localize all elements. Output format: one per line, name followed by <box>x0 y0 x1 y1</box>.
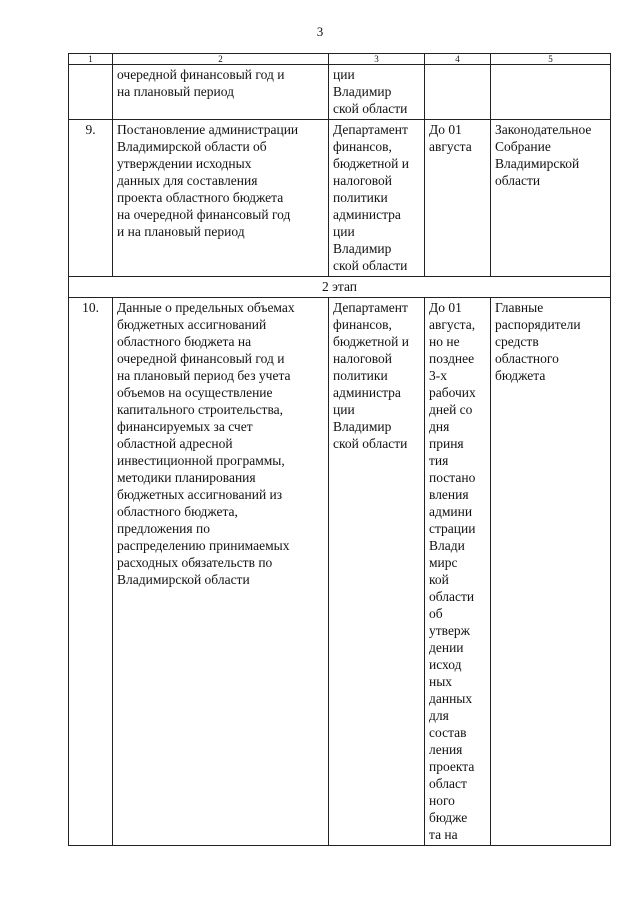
text-line: бюджетной и <box>333 334 409 349</box>
column-number: 5 <box>491 54 611 65</box>
recipient-cell <box>491 65 611 120</box>
text-line: областного бюджета, <box>117 504 238 519</box>
deadline-cell <box>425 298 491 846</box>
table-row <box>69 298 611 846</box>
responsible-cell <box>329 65 425 120</box>
text-line: Влади <box>429 538 465 553</box>
text-line: бюджетной и <box>333 156 409 171</box>
text-line: капитального строительства, <box>117 402 284 417</box>
text-line: ции <box>333 402 355 417</box>
text-line: ного <box>429 793 455 808</box>
text-line: утверждении исходных <box>117 156 252 171</box>
text-line: очередной финансовый год и <box>117 67 285 82</box>
text-line: области <box>495 173 541 188</box>
text-line: средств <box>495 334 539 349</box>
text-line: финансируемых за счет <box>117 419 253 434</box>
text-line: методики планирования <box>117 470 256 485</box>
text-line: бюджетных ассигнований <box>117 317 267 332</box>
text-line: но не <box>429 334 460 349</box>
table-row <box>69 120 611 277</box>
document-cell <box>113 298 329 846</box>
text-line: инвестиционной программы, <box>117 453 285 468</box>
text-line: исход <box>429 657 462 672</box>
text-line: мирс <box>429 555 458 570</box>
text-line: Законодательное <box>495 122 592 137</box>
text-line: политики <box>333 368 388 383</box>
text-line: вления <box>429 487 469 502</box>
deadline-cell <box>425 120 491 277</box>
text-line: позднее <box>429 351 475 366</box>
page-number: 3 <box>316 24 324 39</box>
text-line: Данные о предельных объемах <box>117 300 295 315</box>
column-number: 2 <box>113 54 329 65</box>
text-line: политики <box>333 190 388 205</box>
document-cell <box>113 120 329 277</box>
text-line: Владимир <box>333 241 392 256</box>
text-line: распорядители <box>495 317 581 332</box>
column-number: 1 <box>69 54 113 65</box>
recipient-cell <box>491 120 611 277</box>
text-line: Владимир <box>333 419 392 434</box>
text-line: Постановление администрации <box>117 122 299 137</box>
text-line: ской области <box>333 436 408 451</box>
text-line: данных <box>429 691 473 706</box>
text-line: на плановый период <box>117 84 234 99</box>
text-line: тия <box>429 453 449 468</box>
text-line: предложения по <box>117 521 210 536</box>
row-number <box>69 65 113 120</box>
text-line: ления <box>429 742 463 757</box>
text-line: распределению принимаемых <box>117 538 290 553</box>
text-line: данных для составления <box>117 173 258 188</box>
text-line: Владимирской области об <box>117 139 267 154</box>
text-line: проекта <box>429 759 475 774</box>
text-line: постано <box>429 470 476 485</box>
text-line: об <box>429 606 443 621</box>
row-number: 10. <box>69 298 113 846</box>
text-line: администра <box>333 385 401 400</box>
text-line: Департамент <box>333 122 408 137</box>
text-line: бюджетных ассигнований из <box>117 487 283 502</box>
text-line: ской области <box>333 258 408 273</box>
text-line: бюдже <box>429 810 468 825</box>
text-line: областного <box>495 351 559 366</box>
text-line: расходных обязательств по <box>117 555 273 570</box>
text-line: ных <box>429 674 453 689</box>
procedure-table <box>68 53 611 846</box>
text-line: августа <box>429 139 472 154</box>
text-line: админи <box>429 504 473 519</box>
text-line: на очередной финансовый год <box>117 207 291 222</box>
text-line: До 01 <box>429 122 462 137</box>
text-line: на плановый период без учета <box>117 368 291 383</box>
text-line: Департамент <box>333 300 408 315</box>
row-number: 9. <box>69 120 113 277</box>
text-line: кой <box>429 572 449 587</box>
responsible-cell <box>329 120 425 277</box>
text-line: Владимир <box>333 84 392 99</box>
text-line: 3-х <box>429 368 447 383</box>
text-line: та на <box>429 827 458 842</box>
recipient-cell <box>491 298 611 846</box>
text-line: утверж <box>429 623 471 638</box>
text-line: Владимирской <box>495 156 580 171</box>
text-line: налоговой <box>333 351 393 366</box>
text-line: приня <box>429 436 464 451</box>
text-line: объемов на осуществление <box>117 385 273 400</box>
text-line: областного бюджета на <box>117 334 252 349</box>
text-line: и на плановый период <box>117 224 245 239</box>
column-number-row <box>69 54 611 65</box>
deadline-cell <box>425 65 491 120</box>
text-line: До 01 <box>429 300 462 315</box>
text-line: рабочих <box>429 385 476 400</box>
text-line: бюджета <box>495 368 546 383</box>
text-line: для <box>429 708 449 723</box>
text-line: страции <box>429 521 476 536</box>
text-line: Главные <box>495 300 544 315</box>
stage-row <box>69 277 611 298</box>
text-line: областной адресной <box>117 436 233 451</box>
document-cell <box>113 65 329 120</box>
text-line: област <box>429 776 467 791</box>
table-row <box>69 65 611 120</box>
text-line: Собрание <box>495 139 551 154</box>
text-line: очередной финансовый год и <box>117 351 285 366</box>
text-line: проекта областного бюджета <box>117 190 284 205</box>
text-line: состав <box>429 725 467 740</box>
text-line: области <box>429 589 475 604</box>
text-line: Владимирской области <box>117 572 250 587</box>
text-line: ции <box>333 67 355 82</box>
text-line: ской области <box>333 101 408 116</box>
responsible-cell <box>329 298 425 846</box>
text-line: администра <box>333 207 401 222</box>
column-number: 4 <box>425 54 491 65</box>
text-line: дней со <box>429 402 473 417</box>
text-line: налоговой <box>333 173 393 188</box>
text-line: ции <box>333 224 355 239</box>
column-number: 3 <box>329 54 425 65</box>
text-line: дении <box>429 640 464 655</box>
stage-label: 2 этап <box>69 277 611 298</box>
text-line: финансов, <box>333 317 392 332</box>
text-line: августа, <box>429 317 476 332</box>
text-line: финансов, <box>333 139 392 154</box>
text-line: дня <box>429 419 450 434</box>
